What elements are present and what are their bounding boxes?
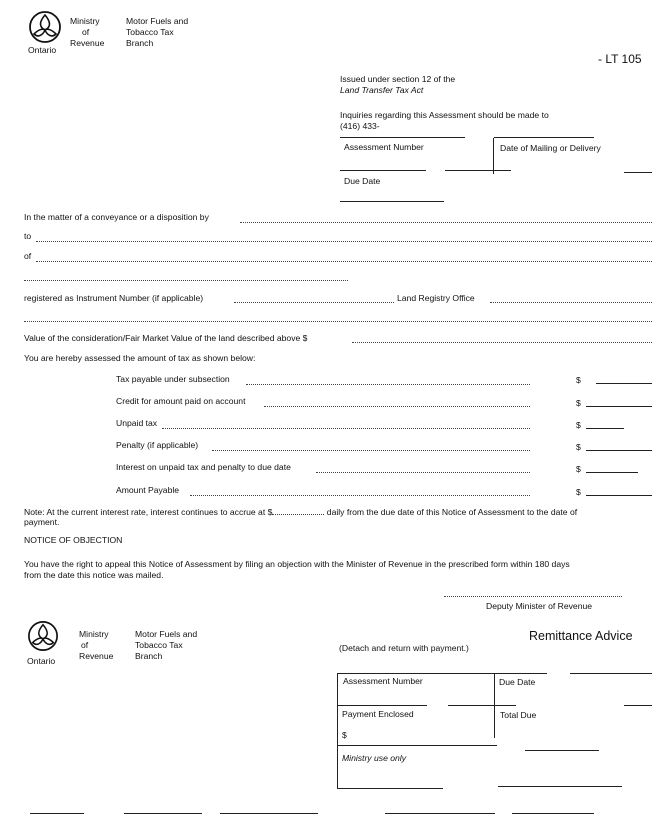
tax-payable-amount[interactable] bbox=[596, 383, 652, 384]
payment-enclosed-field[interactable] bbox=[337, 745, 497, 746]
unpaid-tax-label: Unpaid tax bbox=[116, 418, 158, 428]
penalty-amount[interactable] bbox=[586, 450, 652, 451]
ministry-name: Ministry of Revenue bbox=[70, 16, 105, 48]
logo-caption: Ontario bbox=[28, 45, 57, 55]
interest-amount[interactable] bbox=[586, 472, 638, 473]
date-of-mailing-label: Date of Mailing or Delivery bbox=[500, 143, 601, 153]
value-line: Value of the consideration/Fair Market Value of the land described above $ bbox=[24, 333, 308, 343]
interest-label: Interest on unpaid tax and penalty to due date bbox=[116, 462, 291, 472]
instrument-number-line: registered as Instrument Number (if applicable) bbox=[24, 293, 204, 303]
total-due-field[interactable] bbox=[525, 750, 599, 751]
conveyance-line: In the matter of a conveyance or a disposition by bbox=[24, 212, 209, 222]
credit-amount[interactable] bbox=[586, 406, 652, 407]
credit-label: Credit for amount paid on account bbox=[116, 396, 246, 406]
remit-due-date-label: Due Date bbox=[499, 677, 536, 687]
unpaid-tax-currency: $ bbox=[576, 420, 581, 430]
remittance-subtitle: (Detach and return with payment.) bbox=[339, 643, 469, 653]
value-field[interactable] bbox=[352, 342, 652, 343]
ontario-trillium-logo-icon bbox=[28, 10, 62, 44]
conveyance-field[interactable] bbox=[240, 222, 652, 223]
payment-enclosed-label: Payment Enclosed bbox=[342, 709, 414, 719]
interest-currency: $ bbox=[576, 464, 581, 474]
remit-assessment-number-label: Assessment Number bbox=[343, 676, 423, 686]
to-field[interactable] bbox=[36, 241, 652, 242]
logo-caption: Ontario bbox=[27, 656, 56, 666]
address-field-2[interactable] bbox=[24, 321, 652, 322]
issued-under: Issued under section 12 of the Land Transfer Tax Act bbox=[340, 74, 456, 95]
ministry-use-label: Ministry use only bbox=[342, 753, 406, 763]
penalty-currency: $ bbox=[576, 442, 581, 452]
total-due-label: Total Due bbox=[500, 710, 537, 720]
of-line: of bbox=[24, 251, 32, 261]
form-code: - LT 105 bbox=[598, 52, 642, 66]
of-field[interactable] bbox=[36, 261, 652, 262]
land-registry-field[interactable] bbox=[490, 302, 652, 303]
address-field-1[interactable] bbox=[24, 280, 348, 281]
interest-note: Note: At the current interest rate, interest continues to accrue at $ daily from the due date of this Notice of Assessment to the date of bbox=[24, 507, 578, 517]
interest-note-cont: payment. bbox=[24, 517, 60, 527]
objection-text: You have the right to appeal this Notice of Assessment by filing an objection with the Minister of Revenue in the prescribed form within 180 days from the date this notice was mailed. bbox=[24, 559, 570, 580]
tax-payable-currency: $ bbox=[576, 375, 581, 385]
amount-payable-currency: $ bbox=[576, 487, 581, 497]
branch-name: Motor Fuels and Tobacco Tax Branch bbox=[135, 629, 198, 661]
assessment-number-label: Assessment Number bbox=[344, 142, 424, 152]
credit-currency: $ bbox=[576, 398, 581, 408]
objection-heading: NOTICE OF OBJECTION bbox=[24, 535, 123, 545]
penalty-label: Penalty (if applicable) bbox=[116, 440, 199, 450]
amount-payable-amount[interactable] bbox=[586, 495, 652, 496]
payment-currency: $ bbox=[342, 730, 347, 740]
inquiries-text: Inquiries regarding this Assessment should be made to (416) 433- bbox=[340, 110, 549, 131]
ministry-name: Ministry of Revenue bbox=[79, 629, 114, 661]
deputy-minister-label: Deputy Minister of Revenue bbox=[486, 601, 593, 611]
instrument-number-field[interactable] bbox=[234, 302, 394, 303]
land-registry-label: Land Registry Office bbox=[397, 293, 475, 303]
branch-name: Motor Fuels and Tobacco Tax Branch bbox=[126, 16, 189, 48]
tax-payable-label: Tax payable under subsection bbox=[116, 374, 230, 384]
to-line: to bbox=[24, 231, 32, 241]
due-date-label: Due Date bbox=[344, 176, 381, 186]
unpaid-tax-amount[interactable] bbox=[586, 428, 624, 429]
ontario-trillium-logo-icon bbox=[27, 620, 59, 652]
amount-payable-label: Amount Payable bbox=[116, 485, 180, 495]
remittance-title: Remittance Advice bbox=[529, 629, 633, 643]
signature-field[interactable] bbox=[444, 596, 622, 597]
assessed-line: You are hereby assessed the amount of tax as shown below: bbox=[24, 353, 256, 363]
